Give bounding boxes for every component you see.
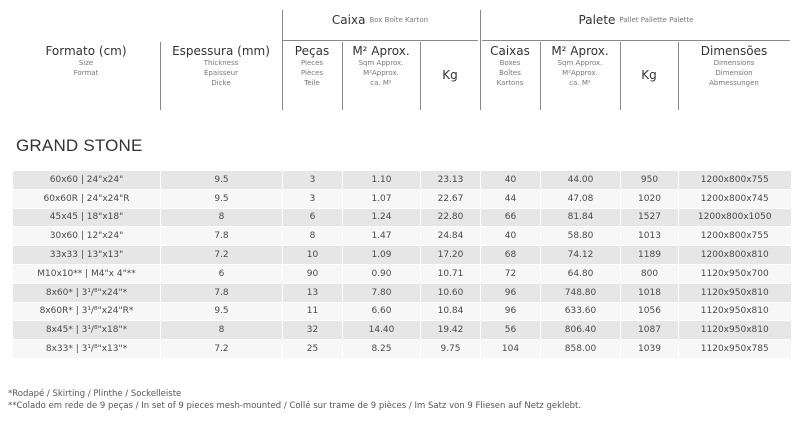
cell-m2-pallet: 633.60 [541, 302, 621, 321]
cell-kg-pallet: 1056 [621, 302, 679, 321]
cell-m2-box: 1.24 [343, 208, 421, 227]
cell-formato: 60x60R | 24"x24"R [13, 189, 161, 208]
cell-formato: 60x60 | 24"x24" [13, 171, 161, 190]
col-formato [12, 44, 160, 78]
cell-pecas: 90 [283, 264, 343, 283]
col-espessura-fr: Épaisseur [203, 69, 238, 77]
col-dimensoes-en: Dimensions [713, 59, 755, 67]
col-m2-box-en: Sqm Approx. [358, 59, 404, 67]
cell-m2-pallet: 858.00 [541, 340, 621, 358]
col-dimensoes-fr: Dimension [715, 69, 753, 77]
table-row [13, 208, 791, 227]
col-dimensoes-title: Dimensões [700, 44, 768, 58]
section-title: GRAND STONE [16, 136, 143, 155]
cell-pecas: 8 [283, 227, 343, 246]
cell-kg-box: 22.67 [421, 189, 481, 208]
cell-pecas: 11 [283, 302, 343, 321]
cell-caixas: 96 [481, 302, 541, 321]
col-pecas-en: Pieces [300, 59, 324, 67]
cell-m2-box: 1.07 [343, 189, 421, 208]
cell-caixas: 68 [481, 246, 541, 265]
col-m2-pallet-fr: M²Approx. [562, 69, 598, 77]
cell-m2-box: 8.25 [343, 340, 421, 358]
col-m2-pallet-en: Sqm Approx. [557, 59, 603, 67]
cell-m2-box: 0.90 [343, 264, 421, 283]
cell-pecas: 3 [283, 189, 343, 208]
cell-espessura: 6 [161, 264, 283, 283]
cell-m2-box: 1.10 [343, 171, 421, 190]
cell-m2-box: 1.47 [343, 227, 421, 246]
col-espessura-de: Dicke [211, 79, 231, 87]
col-espessura-en: Thickness [203, 59, 239, 67]
cell-dimensoes: 1200x800x745 [679, 189, 791, 208]
col-m2-box-de: ca. M² [370, 79, 392, 87]
col-caixas-title: Caixas [490, 44, 530, 58]
cell-kg-box: 10.84 [421, 302, 481, 321]
footnote-mesh: **Colado em rede de 9 peças / In set of 9 pieces mesh-mounted / Collé sur trame de 9 pièces / Im Satz von 9 Fliesen auf Netz geklebt. [8, 401, 582, 411]
product-table [12, 170, 791, 358]
cell-kg-box: 23.13 [421, 171, 481, 190]
table-row [13, 302, 791, 321]
col-formato-title: Formato (cm) [45, 44, 127, 58]
cell-m2-pallet: 47.08 [541, 189, 621, 208]
cell-m2-pallet: 74.12 [541, 246, 621, 265]
cell-formato: 30x60 | 12"x24" [13, 227, 161, 246]
col-kg-pallet [620, 68, 678, 82]
cell-espessura: 9.5 [161, 189, 283, 208]
cell-m2-box: 7.80 [343, 283, 421, 302]
cell-kg-box: 19.42 [421, 321, 481, 340]
cell-kg-pallet: 1527 [621, 208, 679, 227]
cell-caixas: 40 [481, 171, 541, 190]
cell-espessura: 9.5 [161, 171, 283, 190]
col-caixas-de: Kartons [496, 79, 524, 87]
table-row [13, 264, 791, 283]
cell-dimensoes: 1120x950x810 [679, 321, 791, 340]
caixa-group-header [282, 0, 478, 40]
cell-caixas: 40 [481, 227, 541, 246]
cell-pecas: 6 [283, 208, 343, 227]
cell-pecas: 13 [283, 283, 343, 302]
cell-dimensoes: 1120x950x785 [679, 340, 791, 358]
cell-caixas: 104 [481, 340, 541, 358]
cell-formato: 8x45* | 3¹/⁸"x18"* [13, 321, 161, 340]
palete-group-header [482, 0, 790, 40]
cell-kg-pallet: 1087 [621, 321, 679, 340]
cell-caixas: 72 [481, 264, 541, 283]
col-m2-pallet-de: ca. M² [569, 79, 591, 87]
cell-kg-box: 22.80 [421, 208, 481, 227]
col-pecas-de: Teile [304, 79, 320, 87]
col-kg-pallet-title: Kg [641, 68, 657, 82]
cell-kg-pallet: 1039 [621, 340, 679, 358]
col-espessura-title: Espessura (mm) [172, 44, 270, 58]
cell-dimensoes: 1120x950x700 [679, 264, 791, 283]
cell-m2-box: 1.09 [343, 246, 421, 265]
col-pecas-fr: Pièces [300, 69, 324, 77]
cell-kg-box: 9.75 [421, 340, 481, 358]
cell-kg-box: 10.71 [421, 264, 481, 283]
col-formato-en: Size [78, 59, 94, 67]
cell-formato: M10x10** | M4"x 4"** [13, 264, 161, 283]
table-row [13, 227, 791, 246]
cell-m2-pallet: 748.80 [541, 283, 621, 302]
table-row [13, 321, 791, 340]
cell-caixas: 44 [481, 189, 541, 208]
cell-formato: 8x60R* | 3¹/⁸"x24"R* [13, 302, 161, 321]
col-caixas-en: Boxes [499, 59, 521, 67]
col-espessura [160, 44, 282, 88]
table-row [13, 340, 791, 358]
cell-pecas: 3 [283, 171, 343, 190]
cell-m2-pallet: 58.80 [541, 227, 621, 246]
cell-m2-pallet: 44.00 [541, 171, 621, 190]
cell-espessura: 7.8 [161, 283, 283, 302]
cell-espessura: 7.2 [161, 246, 283, 265]
col-caixas [480, 44, 540, 88]
cell-dimensoes: 1200x800x755 [679, 171, 791, 190]
cell-espessura: 8 [161, 208, 283, 227]
table-row [13, 283, 791, 302]
col-m2-box-fr: M²Approx. [363, 69, 399, 77]
palete-title: Palete [578, 13, 616, 27]
col-m2-box [342, 44, 420, 88]
cell-espessura: 9.5 [161, 302, 283, 321]
cell-formato: 8x33* | 3¹/⁸"x13"* [13, 340, 161, 358]
cell-caixas: 96 [481, 283, 541, 302]
cell-kg-box: 24.84 [421, 227, 481, 246]
table-row [13, 189, 791, 208]
cell-pecas: 32 [283, 321, 343, 340]
cell-kg-pallet: 1013 [621, 227, 679, 246]
col-m2-box-title: M² Aprox. [352, 44, 410, 58]
cell-pecas: 10 [283, 246, 343, 265]
cell-espessura: 7.2 [161, 340, 283, 358]
col-caixas-fr: Boîtes [499, 69, 521, 77]
col-kg-box [420, 68, 480, 82]
cell-dimensoes: 1200x800x755 [679, 227, 791, 246]
col-dimensoes [678, 44, 790, 88]
palete-subtitle: Pallet Pallette Palette [619, 16, 694, 24]
cell-formato: 8x60* | 3¹/⁸"x24"* [13, 283, 161, 302]
cell-kg-box: 10.60 [421, 283, 481, 302]
cell-kg-pallet: 800 [621, 264, 679, 283]
cell-espessura: 7.8 [161, 227, 283, 246]
cell-m2-pallet: 81.84 [541, 208, 621, 227]
col-formato-fr: Format [73, 69, 99, 77]
palete-group-rule [482, 40, 790, 41]
cell-kg-pallet: 950 [621, 171, 679, 190]
caixa-subtitle: Box Boîte Karton [369, 16, 429, 24]
cell-caixas: 66 [481, 208, 541, 227]
col-dimensoes-de: Abmessungen [709, 79, 759, 87]
col-pecas-title: Peças [294, 44, 330, 58]
caixa-group-rule [282, 40, 478, 41]
cell-espessura: 8 [161, 321, 283, 340]
cell-dimensoes: 1200x800x1050 [679, 208, 791, 227]
cell-pecas: 25 [283, 340, 343, 358]
cell-kg-pallet: 1020 [621, 189, 679, 208]
footnote-skirting: *Rodapé / Skirting / Plinthe / Sockelleiste [8, 389, 182, 399]
col-m2-pallet [540, 44, 620, 88]
cell-m2-box: 6.60 [343, 302, 421, 321]
cell-formato: 45x45 | 18"x18" [13, 208, 161, 227]
cell-kg-pallet: 1189 [621, 246, 679, 265]
caixa-title: Caixa [331, 13, 366, 27]
cell-m2-pallet: 64.80 [541, 264, 621, 283]
cell-caixas: 56 [481, 321, 541, 340]
col-pecas [282, 44, 342, 88]
cell-kg-box: 17.20 [421, 246, 481, 265]
cell-formato: 33x33 | 13"x13" [13, 246, 161, 265]
cell-dimensoes: 1120x950x810 [679, 302, 791, 321]
cell-m2-box: 14.40 [343, 321, 421, 340]
cell-m2-pallet: 806.40 [541, 321, 621, 340]
cell-dimensoes: 1200x800x810 [679, 246, 791, 265]
col-m2-pallet-title: M² Aprox. [551, 44, 609, 58]
table-row [13, 171, 791, 190]
col-kg-box-title: Kg [442, 68, 458, 82]
table-row [13, 246, 791, 265]
cell-dimensoes: 1120x950x810 [679, 283, 791, 302]
cell-kg-pallet: 1018 [621, 283, 679, 302]
